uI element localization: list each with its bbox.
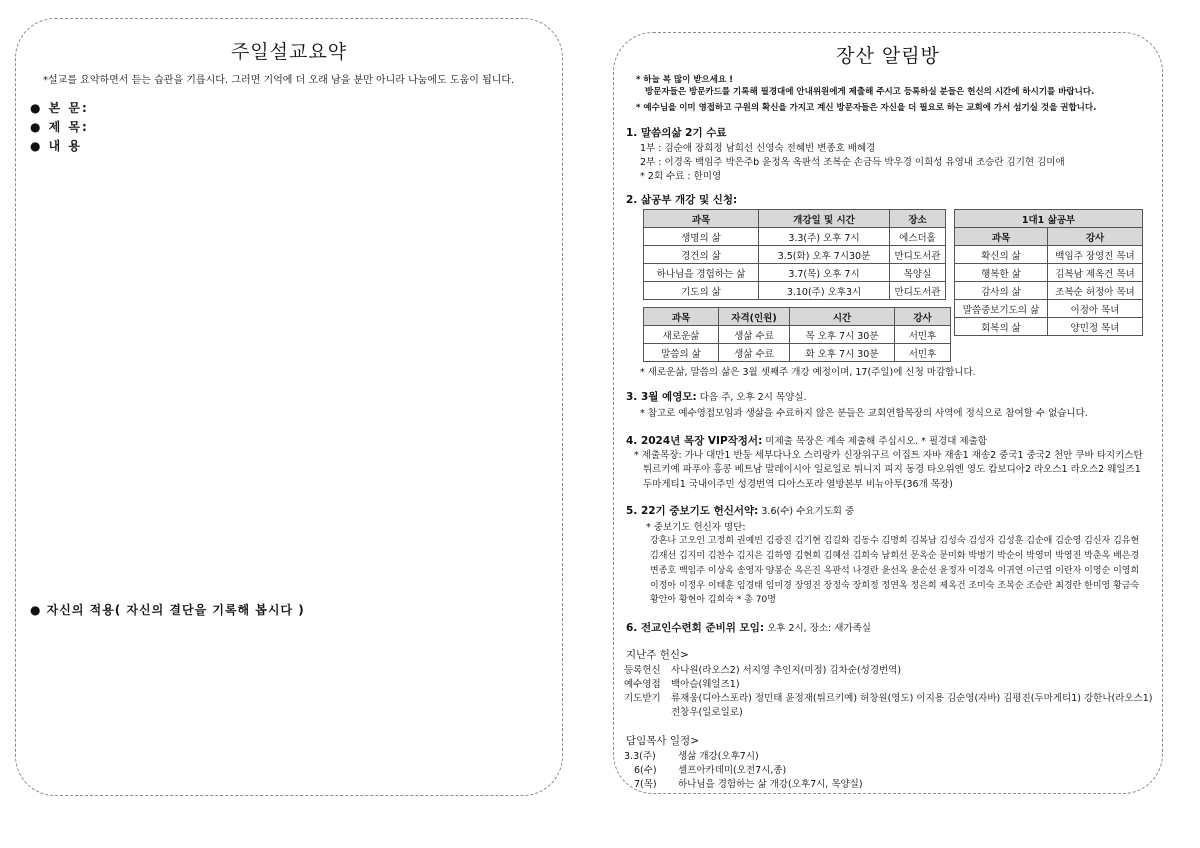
sec5-line: 김재선 김지미 김찬수 김지은 김하영 김현희 김혜선 김희숙 남희선 문옥순 문미화 박병기 박순이 박영미 박영진 박춘옥 배은경	[650, 551, 1140, 561]
table-cell: 회복의 삶	[955, 318, 1048, 336]
table-row	[644, 326, 951, 344]
table-cell: 만디도서관	[890, 246, 946, 264]
table-cell: 생명의 삶	[644, 228, 759, 246]
sec5-sub: * 중보기도 헌신자 명단:	[646, 522, 746, 533]
sec4-heading-bold: 4. 2024년 목장 VIP작정서:	[626, 435, 763, 447]
schedule-date: 3.3(주)	[624, 751, 656, 762]
table-header: 개강일 및 시간	[759, 210, 890, 228]
sermon-summary-subtitle: *설교를 요약하면서 듣는 습관을 기릅시다. 그러면 기억에 더 오래 남을 분만 아니라 나눔에도 도움이 됩니다.	[43, 75, 515, 86]
sec2-heading: 2. 삶공부 개강 및 신청:	[626, 194, 738, 206]
table-row	[644, 246, 946, 264]
table-title: 1대1 삶공부	[955, 210, 1143, 228]
field-application: ● 자신의 적용( 자신의 결단을 기록해 봅시다 )	[30, 603, 305, 617]
sec5-line: 변종호 백임주 이상옥 송영자 양봉순 옥은진 옥판석 나경란 윤선옥 윤순선 윤정자 이경옥 이귀연 이근엽 이란자 이영순 이영희	[650, 566, 1140, 576]
schedule-date: 7(목)	[634, 779, 657, 790]
table-header: 강사	[1048, 228, 1143, 246]
table-cell: 목 오후 7시 30분	[790, 326, 895, 344]
table-header: 시간	[790, 308, 895, 326]
sec1-heading: 1. 말씀의삶 2기 수료	[626, 127, 727, 139]
table-row	[955, 264, 1143, 282]
table-cell: 감사의 삶	[955, 282, 1048, 300]
sec1-line: * 2회 수료 : 한미영	[640, 171, 722, 182]
table-cell: 김복남 제옥건 목녀	[1048, 264, 1143, 282]
sec5-line: 황안아 황현아 김희숙 * 총 70명	[650, 595, 776, 605]
table-cell: 생삶 수료	[719, 326, 790, 344]
schedule-heading: 담임목사 일정>	[626, 735, 699, 747]
sec5-heading	[626, 503, 854, 518]
table-cell: 생삶 수료	[719, 344, 790, 362]
field-passage: ● 본 문:	[30, 101, 89, 115]
table-cell: 3.5(화) 오후 7시30분	[759, 246, 890, 264]
table-cell: 말씀중보기도의 삶	[955, 300, 1048, 318]
table-row	[644, 282, 946, 300]
table-row	[955, 318, 1143, 336]
schedule-date: 6(수)	[634, 765, 657, 776]
table-cell: 3.7(목) 오후 7시	[759, 264, 890, 282]
table-row	[644, 228, 946, 246]
sec3-heading-rest: 다음 주, 오후 2시 목양실.	[696, 392, 807, 403]
table-cell: 만디도서관	[890, 282, 946, 300]
table-header: 장소	[890, 210, 946, 228]
schedule-event: 생삶 개강(오후7시)	[678, 751, 759, 762]
intro-line-3: * 예수님을 이미 영접하고 구원의 확신을 가지고 계신 방문자들은 자신을 더 필요로 하는 교회에 가서 섬기실 것을 권합니다.	[636, 103, 1097, 113]
sec6-heading-bold: 6. 전교인수련회 준비위 모임:	[626, 622, 765, 634]
sec4-heading-rest: 미제출 목장은 계속 제출해 주십시오. * 필경대 제출함	[762, 436, 987, 447]
field-content: ● 내 용	[30, 139, 83, 153]
sec3-heading-bold: 3. 3월 예영모:	[626, 391, 697, 403]
schedule-event: 하나님을 경험하는 삶 개강(오후7시, 목양실)	[678, 779, 863, 790]
last-week-names: 백아슬(웨일즈1)	[671, 679, 740, 690]
sermon-summary-title: 주일설교요약	[230, 41, 348, 63]
intro-line-1: * 하늘 복 많이 받으세요 !	[636, 75, 734, 85]
sec4-line: * 제출목장: 가나 대만1 반둥 세부다나오 스리랑카 신장위구르 이집트 자바 재송1 재송2 중국1 중국2 천안 쿠바 타지키스탄	[634, 450, 1143, 461]
sec4-line: 두마게티1 국내이주민 성경번역 디아스포라 열방본부 비뉴아투(36개 목장)	[643, 479, 953, 490]
study-course-table	[643, 307, 951, 362]
table-cell: 양민정 목녀	[1048, 318, 1143, 336]
schedule-event: 셀프아카데미(오전7시,종)	[678, 765, 787, 776]
last-week-label: 등록헌신	[624, 665, 661, 676]
table-header: 자격(인원)	[719, 308, 790, 326]
table-cell: 말씀의 삶	[644, 344, 719, 362]
last-week-names: 류재웅(디아스포라) 정민태 윤정재(튀르키예) 허창원(영도) 이지용 김순영(자바) 김평진(두마게티1) 강한나(라오스1)	[671, 693, 1153, 704]
table-cell: 경건의 삶	[644, 246, 759, 264]
table-row	[644, 344, 951, 362]
last-week-label: 예수영접	[624, 679, 661, 690]
sec3-note: * 참고로 예수영접모임과 생삶을 수료하지 않은 분들은 교회연합목장의 사역에 정식으로 참여할 수 없습니다.	[640, 408, 1088, 419]
sermon-summary-panel	[15, 18, 563, 796]
table-header: 과목	[955, 228, 1048, 246]
last-week-names: 사나원(라오스2) 서지영 추인지(미정) 김차순(성경번역)	[671, 665, 902, 676]
table-cell: 기도의 삶	[644, 282, 759, 300]
table-cell: 새로운삶	[644, 326, 719, 344]
table-row	[955, 246, 1143, 264]
table-header: 강사	[895, 308, 951, 326]
table-cell: 서민후	[895, 326, 951, 344]
table-cell: 하나님을 경험하는 삶	[644, 264, 759, 282]
table-header: 과목	[644, 210, 759, 228]
sec1-line: 1부 : 김순애 장희정 남희선 신영숙 전혜빈 변종호 배혜경	[640, 143, 876, 154]
sec1-line: 2부 : 이경옥 백임주 박은주b 윤정옥 옥판석 조복순 손금득 박우경 이희성 유영내 조승란 김기현 김미애	[640, 157, 1065, 168]
table-row	[955, 282, 1143, 300]
sec6-heading	[626, 620, 871, 635]
sec2-note: * 새로운삶, 말씀의 삶은 3월 셋째주 개강 예정이며, 17(주일)에 신청 마감합니다.	[640, 367, 976, 378]
table-cell: 목양실	[890, 264, 946, 282]
table-cell: 에스더홀	[890, 228, 946, 246]
last-week-names: 전창우(일로일로)	[671, 707, 743, 718]
one-on-one-table	[954, 209, 1143, 336]
table-header: 과목	[644, 308, 719, 326]
table-cell: 화 오후 7시 30분	[790, 344, 895, 362]
field-title: ● 제 목:	[30, 120, 89, 134]
sec5-heading-bold: 5. 22기 중보기도 헌신서약:	[626, 505, 759, 517]
last-week-heading: 지난주 헌신>	[626, 649, 689, 661]
table-cell: 행복한 삶	[955, 264, 1048, 282]
table-cell: 3.3(주) 오후 7시	[759, 228, 890, 246]
table-cell: 이정아 목녀	[1048, 300, 1143, 318]
table-cell: 백임주 장영진 목녀	[1048, 246, 1143, 264]
sec3-heading	[626, 389, 806, 404]
sec4-line: 튀르키예 파푸아 홍콩 베트남 말레이시아 일로일로 튀니지 피지 동경 타오위엔 영도 캄보디아2 라오스1 라오스2 웨일즈1	[643, 464, 1141, 475]
sec5-line: 이정아 이정우 이태훈 임경태 임미경 장영진 장정숙 장희정 정연옥 정은희 제옥건 조미숙 조복순 조승란 최경란 한미영 황금숙	[650, 581, 1140, 591]
table-row	[955, 300, 1143, 318]
study-schedule-table	[643, 209, 946, 300]
table-cell: 확신의 삶	[955, 246, 1048, 264]
table-cell: 조복순 허정아 목녀	[1048, 282, 1143, 300]
last-week-label: 기도받기	[624, 693, 661, 704]
announcements-title: 장산 알림방	[836, 45, 940, 67]
sec5-line: 강혼나 고오인 고정희 권예빈 김광진 김기현 김길화 김동수 김명희 김복남 김성숙 김성자 김성훈 김순애 김순영 김신자 김유현	[650, 536, 1140, 546]
announcements-panel	[613, 32, 1163, 794]
intro-line-2: 방문자들은 방문카드를 기록해 필경대에 안내위원에게 제출해 주시고 등록하실 분들은 헌신의 시간에 하시기를 바랍니다.	[645, 87, 1095, 97]
sec6-heading-rest: 오후 2시, 장소: 새가족실	[764, 623, 871, 634]
sec5-heading-rest: 3.6(수) 수요기도회 중	[758, 506, 855, 517]
table-cell: 3.10(주) 오후3시	[759, 282, 890, 300]
table-cell: 서민후	[895, 344, 951, 362]
table-row	[644, 264, 946, 282]
sec4-heading	[626, 433, 987, 448]
